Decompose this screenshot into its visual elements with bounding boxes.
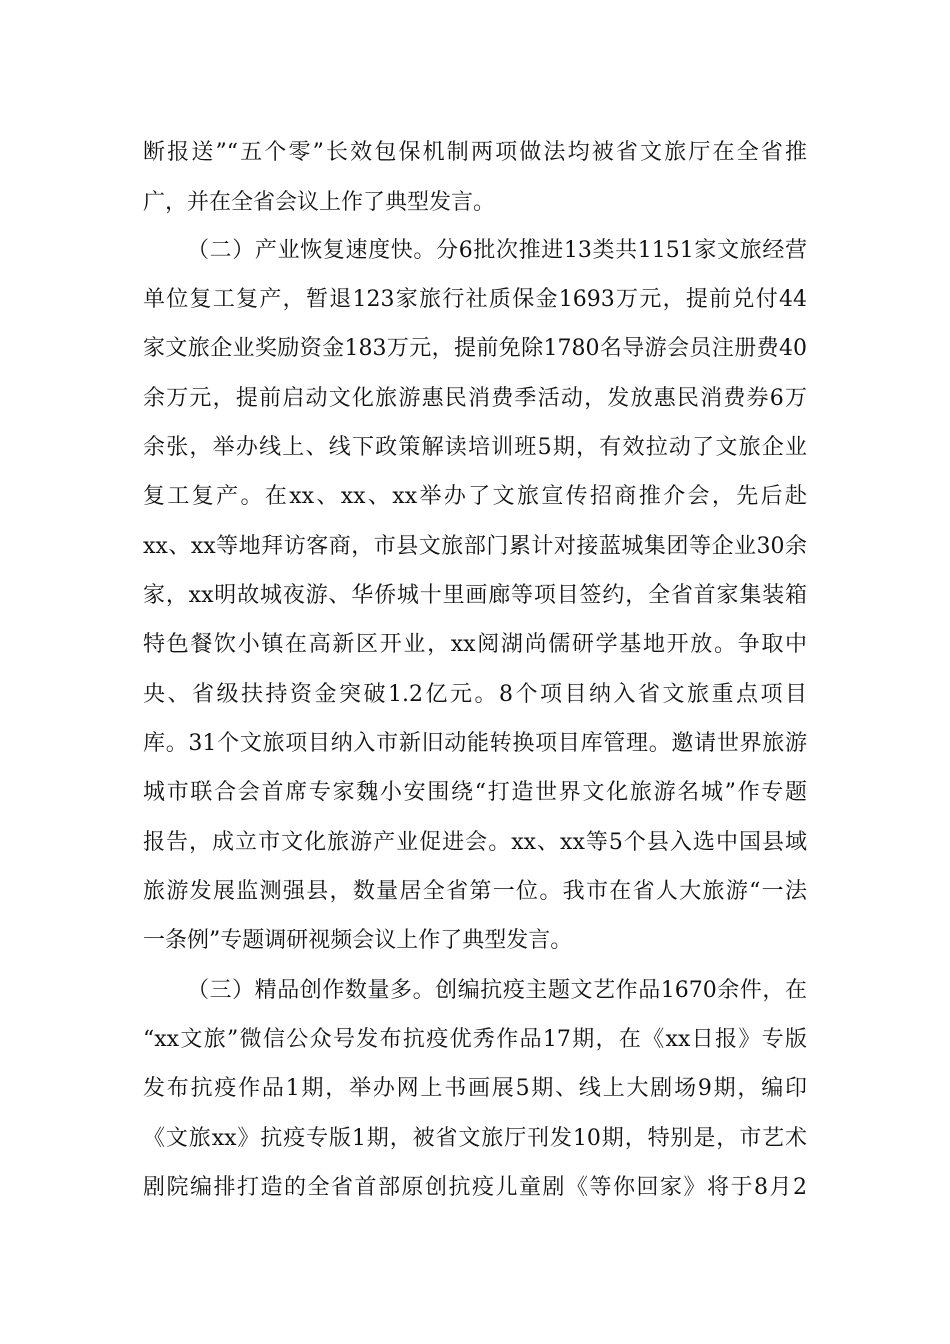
text-line: 央、省级扶持资金突破1.2亿元。8个项目纳入省文旅重点项目 [143, 682, 807, 707]
text-line: 《文旅xx》抗疫专版1期，被省文旅厅刊发10期，特别是，市艺术 [143, 1126, 807, 1151]
text-line: 特色餐饮小镇在高新区开业，xx阅湖尚儒研学基地开放。争取中 [143, 632, 807, 657]
text-line: 家，xx明故城夜游、华侨城十里画廊等项目签约，全省首家集装箱 [143, 583, 807, 608]
text-line: 单位复工复产，暂退123家旅行社质保金1693万元，提前兑付44 [143, 287, 807, 312]
text-line: （二）产业恢复速度快。分6批次推进13类共1151家文旅经营 [187, 238, 807, 263]
text-line: 城市联合会首席专家魏小安围绕“打造世界文化旅游名城”作专题 [143, 780, 807, 805]
text-line: xx、xx等地拜访客商，市县文旅部门累计对接蓝城集团等企业30余 [143, 534, 807, 559]
text-line: 余万元，提前启动文化旅游惠民消费季活动，发放惠民消费券6万 [143, 386, 807, 411]
text-line: （三）精品创作数量多。创编抗疫主题文艺作品1670余件，在 [187, 978, 807, 1003]
text-line: “xx文旅”微信公众号发布抗疫优秀作品17期，在《xx日报》专版 [143, 1027, 807, 1052]
text-line: 家文旅企业奖励资金183万元，提前免除1780名导游会员注册费40 [143, 336, 807, 361]
text-line: 余张，举办线上、线下政策解读培训班5期，有效拉动了文旅企业 [143, 435, 807, 460]
text-line: 旅游发展监测强县，数量居全省第一位。我市在省人大旅游“一法 [143, 879, 807, 904]
text-line: 发布抗疫作品1期，举办网上书画展5期、线上大剧场9期，编印 [143, 1076, 807, 1101]
text-line: 剧院编排打造的全省首部原创抗疫儿童剧《等你回家》将于8月2 [143, 1175, 807, 1200]
text-line: 复工复产。在xx、xx、xx举办了文旅宣传招商推介会，先后赴 [143, 484, 807, 509]
text-line: 报告，成立市文化旅游产业促进会。xx、xx等5个县入选中国县域 [143, 830, 807, 855]
text-line: 库。31个文旅项目纳入市新旧动能转换项目库管理。邀请世界旅游 [143, 731, 807, 756]
text-line: 断报送”“五个零”长效包保机制两项做法均被省文旅厅在全省推 [143, 140, 807, 165]
text-line: 一条例”专题调研视频会议上作了典型发言。 [143, 928, 573, 953]
text-line: 广，并在全省会议上作了典型发言。 [143, 190, 496, 215]
